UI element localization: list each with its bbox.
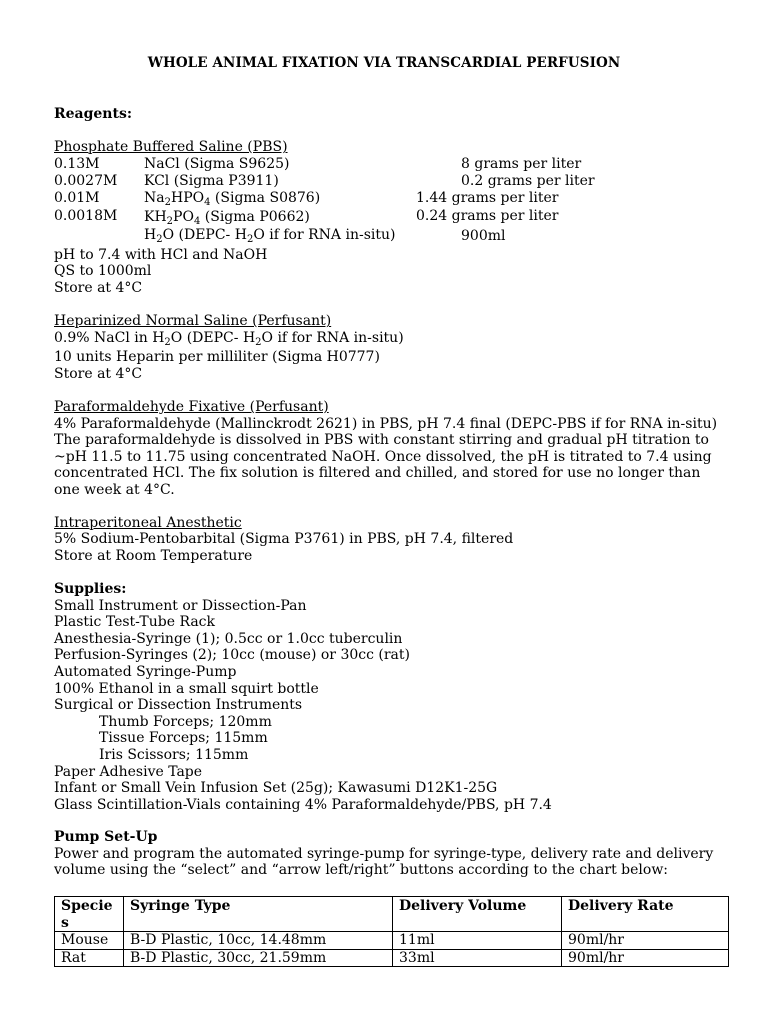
supply-item: Plastic Test-Tube Rack xyxy=(54,614,215,630)
pfa-line: The paraformaldehyde is dissolved in PBS with constant stirring and gradual pH titration to xyxy=(54,432,709,448)
heparin-heading: Heparinized Normal Saline (Perfusant) xyxy=(54,313,332,329)
pbs-reagent: $Na_2HPO_4$ (Sigma S0876) xyxy=(144,190,321,208)
table-cell: 33ml xyxy=(393,949,562,967)
supply-item: Perfusion-Syringes (2); 10cc (mouse) or 30cc (rat) xyxy=(54,647,410,663)
pump-heading: Pump Set-Up xyxy=(54,829,158,845)
supply-item: Anesthesia-Syringe (1); 0.5cc or 1.0cc tuberculin xyxy=(54,631,403,647)
pfa-line: ~pH 11.5 to 11.75 using concentrated NaOH. Once dissolved, the pH is titrated to 7.4 using xyxy=(54,449,712,465)
pfa-line: concentrated HCl. The fix solution is filtered and chilled, and stored for use no longer than xyxy=(54,465,701,481)
table-row xyxy=(55,949,729,967)
pbs-reagent: KCl (Sigma P3911) xyxy=(144,173,279,189)
anesthetic-line: 5% Sodium-Pentobarbital (Sigma P3761) in PBS, pH 7.4, filtered xyxy=(54,531,514,547)
table-cell: 11ml xyxy=(393,932,562,950)
table-header-rate: Delivery Rate xyxy=(562,897,729,932)
supply-item: 100% Ethanol in a small squirt bottle xyxy=(54,681,319,697)
pump-settings-table xyxy=(54,896,729,967)
reagents-heading: Reagents: xyxy=(54,106,133,122)
pbs-amount: 900ml xyxy=(461,228,506,244)
supply-item: Automated Syringe-Pump xyxy=(54,664,237,680)
pbs-amount: 0.2 grams per liter xyxy=(461,173,595,189)
pbs-conc: 0.13M xyxy=(54,156,100,172)
supplies-heading: Supplies: xyxy=(54,581,127,597)
page-title: WHOLE ANIMAL FIXATION VIA TRANSCARDIAL PERFUSION xyxy=(147,55,621,71)
pbs-conc: 0.0018M xyxy=(54,208,118,224)
pump-line: volume using the “select” and “arrow left/right” buttons according to the chart below: xyxy=(54,862,669,878)
table-cell: 90ml/hr xyxy=(562,949,729,967)
anesthetic-heading: Intraperitoneal Anesthetic xyxy=(54,515,242,531)
instrument-item: Tissue Forceps; 115mm xyxy=(99,730,268,746)
supply-item: Small Instrument or Dissection-Pan xyxy=(54,598,307,614)
pfa-heading: Paraformaldehyde Fixative (Perfusant) xyxy=(54,399,329,415)
pbs-reagent: $H_2O$ (DEPC- $H_2O$ if for RNA in-situ) xyxy=(144,227,396,245)
table-cell: B-D Plastic, 10cc, 14.48mm xyxy=(124,932,393,950)
pbs-amount: 8 grams per liter xyxy=(461,156,582,172)
heparin-line: 10 units Heparin per milliliter (Sigma H0777) xyxy=(54,349,380,365)
table-header-syringe: Syringe Type xyxy=(124,897,393,932)
pbs-conc: 0.01M xyxy=(54,190,100,206)
instrument-item: Iris Scissors; 115mm xyxy=(99,747,249,763)
heparin-line: 0.9% NaCl in $H_2O$ (DEPC- $H_2O$ if for RNA in-situ) xyxy=(54,330,404,348)
pbs-reagent: NaCl (Sigma S9625) xyxy=(144,156,290,172)
pbs-reagent: $KH_2PO_4$ (Sigma P0662) xyxy=(144,209,310,227)
instrument-item: Thumb Forceps; 120mm xyxy=(99,714,272,730)
supply-item: Paper Adhesive Tape xyxy=(54,764,203,780)
pfa-line: one week at 4°C. xyxy=(54,482,175,498)
table-cell: B-D Plastic, 30cc, 21.59mm xyxy=(124,949,393,967)
supply-item: Glass Scintillation-Vials containing 4% Paraformaldehyde/PBS, pH 7.4 xyxy=(54,797,552,813)
pbs-note: pH to 7.4 with HCl and NaOH xyxy=(54,247,268,263)
supply-item: Surgical or Dissection Instruments xyxy=(54,697,303,713)
table-header-volume: Delivery Volume xyxy=(393,897,562,932)
pbs-amount: 1.44 grams per liter xyxy=(416,190,559,206)
pump-line: Power and program the automated syringe-pump for syringe-type, delivery rate and delivery xyxy=(54,846,714,862)
pbs-amount: 0.24 grams per liter xyxy=(416,208,559,224)
anesthetic-line: Store at Room Temperature xyxy=(54,548,253,564)
table-cell: 90ml/hr xyxy=(562,932,729,950)
table-header-species: Species xyxy=(55,897,124,932)
pbs-note: QS to 1000ml xyxy=(54,263,152,279)
table-row xyxy=(55,932,729,950)
heparin-line: Store at 4°C xyxy=(54,366,143,382)
pbs-heading: Phosphate Buffered Saline (PBS) xyxy=(54,139,288,155)
table-cell: Mouse xyxy=(55,932,124,950)
table-cell: Rat xyxy=(55,949,124,967)
pbs-conc: 0.0027M xyxy=(54,173,118,189)
pbs-note: Store at 4°C xyxy=(54,280,143,296)
pfa-line: 4% Paraformaldehyde (Mallinckrodt 2621) in PBS, pH 7.4 final (DEPC-PBS if for RNA in-situ) xyxy=(54,416,718,432)
table-header-row xyxy=(55,897,729,932)
supply-item: Infant or Small Vein Infusion Set (25g); Kawasumi D12K1-25G xyxy=(54,780,498,796)
